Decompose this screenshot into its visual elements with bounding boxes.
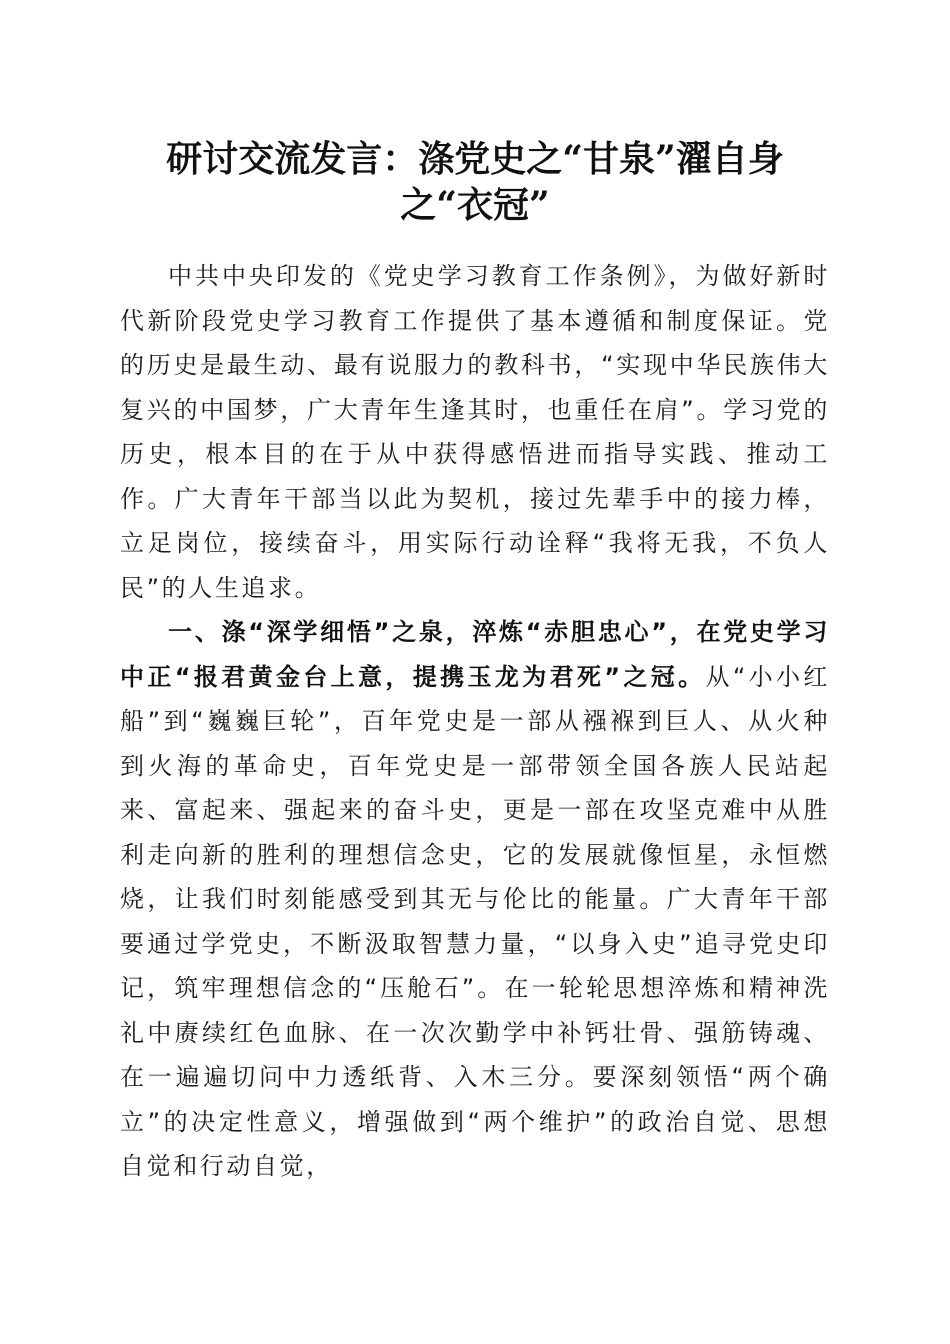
document-title (100, 136, 850, 228)
title-line-1: 研讨交流发言：涤党史之“甘泉”濯自身 (166, 138, 784, 180)
title-line-2: 之“衣冠” (400, 184, 550, 226)
intro-paragraph: 中共中央印发的《党史学习教育工作条例》，为做好新时代新阶段党史学习教育工作提供了基本遵循和制度保证。党的历史是最生动、最有说服力的教科书，“实现中华民族伟大复兴的中国梦，广大青年生逢其时，也重任在肩”。学习党的历史，根本目的在于从中获得感悟进而指导实践、推动工作。广大青年干部当以此为契机，接过先辈手中的接力棒，立足岗位，接续奋斗，用实际行动诠释“我将无我，不负人民”的人生追求。 (120, 262, 830, 602)
document-body (120, 254, 830, 1189)
section-1-body: 从“小小红船”到“巍巍巨轮”，百年党史是一部从襁褓到巨人、从火种到火海的革命史，百年党史是一部带领全国各族人民站起来、富起来、强起来的奋斗史，更是一部在攻坚克难中从胜利走向新的胜利的理想信念史，它的发展就像恒星，永恒燃烧，让我们时刻能感受到其无与伦比的能量。广大青年干部要通过学党史，不断汲取智慧力量，“以身入史”追寻党史印记，筑牢理想信念的“压舱石”。在一轮轮思想淬炼和精神洗礼中赓续红色血脉、在一次次勤学中补钙壮骨、强筋铸魂、在一遍遍切问中力透纸背、入木三分。要深刻领悟“两个确立”的决定性意义，增强做到“两个维护”的政治自觉、思想自觉和行动自觉， (120, 662, 830, 1180)
section-1-paragraph (120, 610, 830, 1189)
section-1-heading: 一、涤“深学细悟”之泉，淬炼“赤胆忠心”，在党史学习中正“报君黄金台上意，提携玉龙为君死”之冠。 (120, 618, 830, 691)
